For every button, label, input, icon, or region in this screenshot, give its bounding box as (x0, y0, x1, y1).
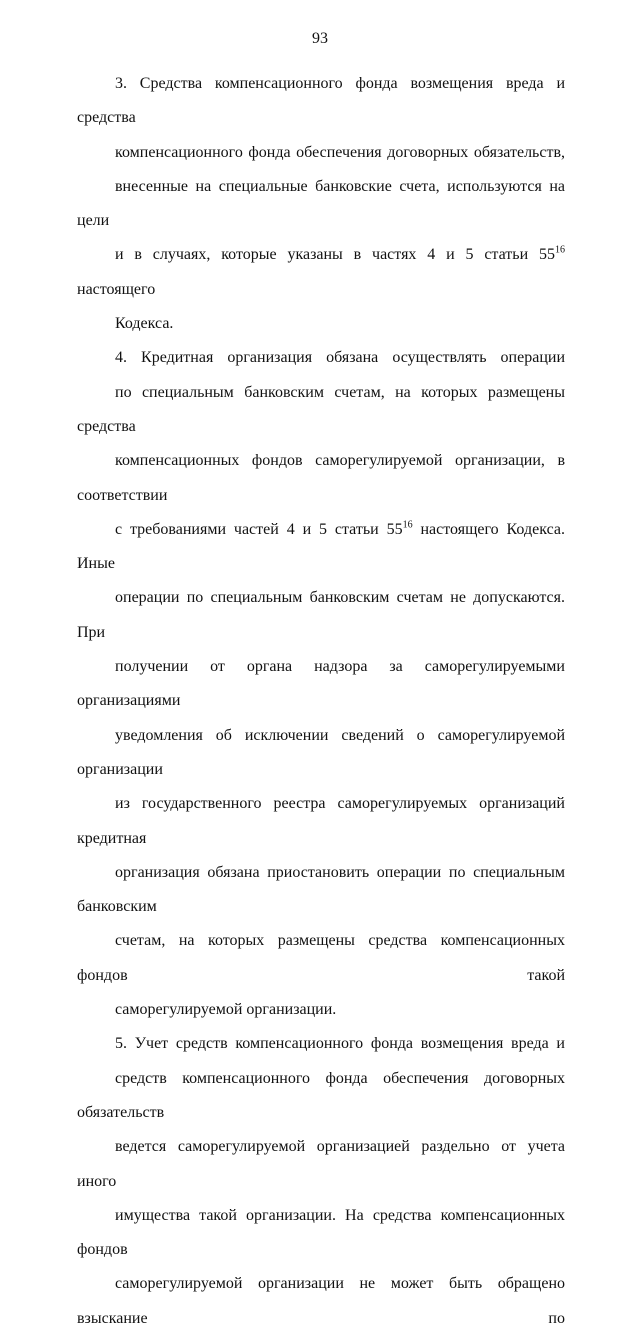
text-line: средств компенсационного фонда обеспечения договорных обязательств (77, 1069, 565, 1121)
text-line: Кодекса. (115, 315, 174, 333)
text-line: получении от органа надзора за саморегулируемыми организациями (77, 658, 565, 710)
text-line: 3. Средства компенсационного фонда возмещения вреда и средства (77, 75, 565, 127)
text-line: внесенные на специальные банковские счета, используются на цели (77, 177, 565, 230)
text-line: 4. Кредитная организация обязана осуществлять операции (115, 349, 565, 367)
text-line (77, 238, 565, 307)
text-line: по специальным банковским счетам, на которых размещены средства (77, 383, 565, 435)
text-line: организация обязана приостановить операции по специальным банковским (77, 863, 565, 916)
paragraph-3 (77, 67, 565, 341)
line-text: и в случаях, которые указаны в частях 4 и 5 статьи 55 (115, 246, 555, 264)
text-line (77, 513, 565, 582)
text-line: компенсационных фондов саморегулируемой организации, в соответствии (77, 452, 565, 504)
page-number: 93 (312, 30, 328, 47)
text-line: саморегулируемой организации. (115, 1001, 337, 1019)
text-line: операции по специальным банковским счетам не допускаются. При (77, 589, 565, 641)
line-text: с требованиями частей 4 и 5 статьи 55 (115, 520, 403, 538)
text-line: уведомления об исключении сведений о саморегулируемой организации (77, 726, 565, 778)
paragraph-4 (77, 341, 565, 1027)
document-body (77, 67, 565, 1336)
paragraph-5 (77, 1027, 565, 1336)
article-superscript: 16 (555, 245, 565, 257)
text-line: 5. Учет средств компенсационного фонда возмещения вреда и (115, 1035, 565, 1053)
article-superscript: 16 (402, 519, 413, 531)
text-line: из государственного реестра саморегулируемых организаций кредитная (77, 795, 565, 847)
text-line: имущества такой организации. На средства компенсационных фондов (77, 1206, 565, 1259)
text-line: ведется саморегулируемой организацией раздельно от учета иного (77, 1138, 565, 1190)
text-line: компенсационного фонда обеспечения договорных обязательств, (115, 143, 565, 161)
line-text: настоящего Кодекса. Иные (77, 520, 565, 573)
line-text: настоящего (77, 280, 156, 298)
text-line: счетам, на которых размещены средства компенсационных фондов такой (77, 932, 565, 984)
text-line: саморегулируемой организации не может быть обращено взыскание по (77, 1275, 565, 1327)
